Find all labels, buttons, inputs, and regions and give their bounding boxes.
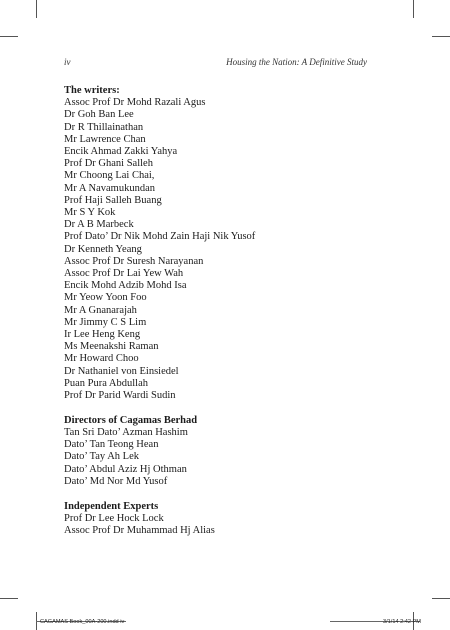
list-item: Dato’ Tan Teong Hean bbox=[64, 439, 159, 451]
list-item: Mr Lawrence Chan bbox=[64, 133, 146, 145]
list-item: Dr Goh Ban Lee bbox=[64, 109, 134, 121]
name-list bbox=[64, 513, 374, 537]
list-item: Prof Dato’ Dr Nik Mohd Zain Haji Nik Yusof bbox=[64, 231, 256, 243]
list-item: Assoc Prof Dr Lai Yew Wah bbox=[64, 268, 184, 280]
list-item: Ir Lee Heng Keng bbox=[64, 329, 141, 341]
list-item: Dato’ Md Nor Md Yusof bbox=[64, 475, 168, 487]
running-head: Housing the Nation: A Definitive Study bbox=[226, 57, 367, 67]
list-item: Mr Howard Choo bbox=[64, 353, 139, 365]
list-item: Mr A Navamukundan bbox=[64, 182, 155, 194]
crop-mark-top-right bbox=[413, 0, 414, 18]
crop-mark-top-right bbox=[432, 36, 450, 37]
list-item: Dr Nathaniel von Einsiedel bbox=[64, 365, 179, 377]
list-item: Prof Dr Lee Hock Lock bbox=[64, 512, 164, 524]
section-title: Directors of Cagamas Berhad bbox=[64, 414, 198, 426]
list-item: Tan Sri Dato’ Azman Hashim bbox=[64, 426, 188, 438]
list-item: Prof Dr Parid Wardi Sudin bbox=[64, 390, 176, 402]
list-item: Mr Jimmy C S Lim bbox=[64, 316, 147, 328]
list-item: Assoc Prof Dr Mohd Razali Agus bbox=[64, 97, 206, 109]
section-independent-experts bbox=[64, 501, 374, 538]
list-item: Ms Meenakshi Raman bbox=[64, 341, 159, 353]
list-item: Prof Dr Ghani Salleh bbox=[64, 158, 153, 170]
name-list bbox=[64, 427, 374, 488]
section-title: The writers: bbox=[64, 85, 120, 96]
page-number: iv bbox=[64, 57, 71, 67]
section-writers bbox=[64, 85, 374, 402]
list-item: Mr Yeow Yoon Foo bbox=[64, 292, 147, 304]
list-item: Assoc Prof Dr Muhammad Hj Alias bbox=[64, 524, 215, 536]
list-item: Dato’ Tay Ah Lek bbox=[64, 451, 139, 463]
slug-filename: CAGAMAS Book_00A-200.indd iv bbox=[40, 619, 125, 625]
list-item: Encik Ahmad Zakki Yahya bbox=[64, 146, 178, 158]
list-item: Mr S Y Kok bbox=[64, 207, 116, 219]
name-list bbox=[64, 97, 374, 402]
crop-mark-top-left bbox=[36, 0, 37, 18]
list-item: Dr Kenneth Yeang bbox=[64, 243, 142, 255]
list-item: Mr Choong Lai Chai, bbox=[64, 170, 155, 182]
list-item: Assoc Prof Dr Suresh Narayanan bbox=[64, 255, 204, 267]
list-item: Prof Haji Salleh Buang bbox=[64, 194, 162, 206]
crop-mark-bottom-left bbox=[0, 598, 18, 599]
list-item: Encik Mohd Adzib Mohd Isa bbox=[64, 280, 187, 292]
section-title: Independent Experts bbox=[64, 500, 159, 512]
list-item: Dr R Thillainathan bbox=[64, 121, 144, 133]
list-item: Dato’ Abdul Aziz Hj Othman bbox=[64, 463, 187, 475]
list-item: Puan Pura Abdullah bbox=[64, 377, 148, 389]
crop-mark-bottom-right bbox=[432, 598, 450, 599]
crop-mark-top-left bbox=[0, 36, 18, 37]
section-directors bbox=[64, 415, 374, 488]
page-body bbox=[64, 85, 374, 550]
list-item: Mr A Gnanarajah bbox=[64, 304, 137, 316]
list-item: Dr A B Marbeck bbox=[64, 219, 134, 231]
slug-timestamp: 3/1/14 2:42 PM bbox=[383, 619, 421, 625]
